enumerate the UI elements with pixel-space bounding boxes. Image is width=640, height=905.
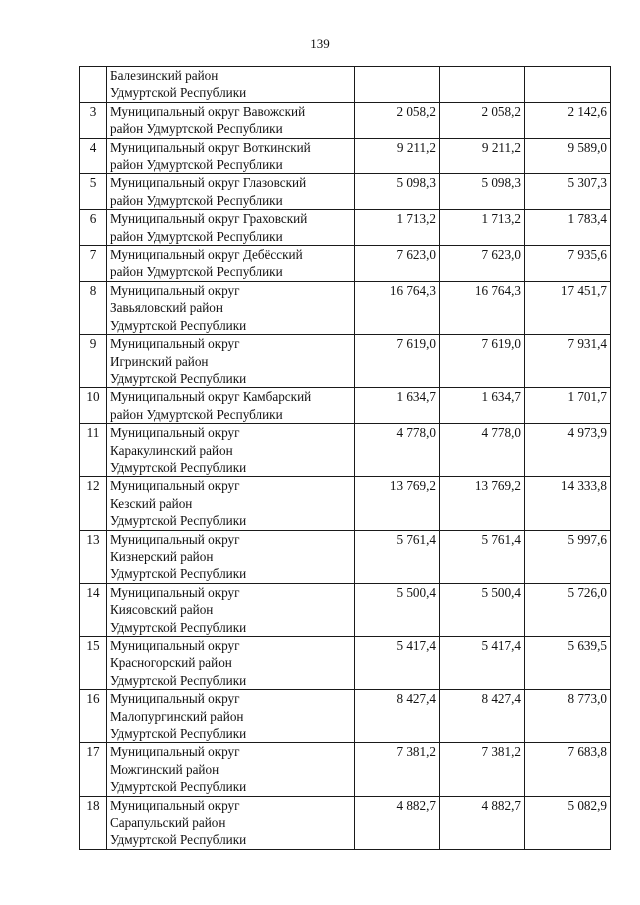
amount-cell-1: 5 417,4 [355,637,440,690]
amount-cell-2: 16 764,3 [440,281,525,334]
municipality-name-cell [107,335,355,388]
municipality-name-line: Удмуртской Республики [110,370,247,386]
amount-cell-3: 7 931,4 [525,335,611,388]
municipality-name-cell [107,637,355,690]
municipality-name-line: Игринский район [110,353,209,369]
row-number-cell: 15 [80,637,107,690]
amount-cell-2: 5 500,4 [440,583,525,636]
amount-cell-1: 16 764,3 [355,281,440,334]
municipality-name-line: Удмуртской Республики [110,85,247,101]
amount-cell-3: 5 639,5 [525,637,611,690]
municipality-name-cell [107,67,355,103]
municipality-name-line: Муниципальный округ [110,638,240,653]
amount-cell-2: 9 211,2 [440,138,525,174]
amount-cell-3: 1 783,4 [525,210,611,246]
municipality-name-line: район Удмуртской Республики [110,406,283,422]
municipality-name-line: Кезский район [110,495,193,511]
amount-cell-2: 4 882,7 [440,796,525,849]
amount-cell-1: 7 623,0 [355,246,440,282]
table-row [80,637,611,690]
municipality-name-line: Муниципальный округ [110,691,240,707]
table-row [80,67,611,103]
amount-cell-1: 4 882,7 [355,796,440,849]
row-number-cell: 17 [80,743,107,796]
municipality-name-line: район Удмуртской Республики [110,192,283,208]
row-number-cell: 7 [80,246,107,282]
municipality-name-line: район Удмуртской Республики [110,121,283,137]
municipality-name-cell [107,477,355,530]
amount-cell-2: 1 634,7 [440,388,525,424]
amount-cell-3: 5 997,6 [525,530,611,583]
amount-cell-2: 5 761,4 [440,530,525,583]
municipality-name-cell [107,743,355,796]
table-row [80,583,611,636]
municipality-name-line: Каракулинский район [110,442,233,458]
amount-cell-2: 5 098,3 [440,174,525,210]
municipality-name-cell [107,530,355,583]
table-row [80,743,611,796]
table-row [80,424,611,477]
table-row [80,102,611,138]
row-number-cell: 14 [80,583,107,636]
amount-cell-3 [525,67,611,103]
municipality-name-line: Можгинский район [110,761,220,777]
row-number-cell: 12 [80,477,107,530]
municipality-name-line: Муниципальный округ [110,584,240,600]
municipality-name-cell [107,424,355,477]
amount-cell-2: 5 417,4 [440,637,525,690]
municipality-name-cell [107,583,355,636]
municipality-name-cell [107,138,355,174]
amount-cell-1: 7 381,2 [355,743,440,796]
amount-cell-2: 7 623,0 [440,246,525,282]
municipality-name-line: Муниципальный округ [110,478,240,494]
page-number: 139 [310,36,330,51]
amount-cell-1: 9 211,2 [355,138,440,174]
municipality-name-line: Муниципальный округ [110,797,240,813]
amount-cell-3: 7 935,6 [525,246,611,282]
municipality-name-line: Удмуртской Республики [110,566,247,582]
municipality-name-line: Муниципальный округ [110,531,240,547]
municipality-name-line: Удмуртской Республики [110,672,247,688]
row-number-cell: 13 [80,530,107,583]
municipality-name-cell [107,690,355,743]
amount-cell-2: 7 381,2 [440,743,525,796]
municipality-name-cell [107,796,355,849]
amount-cell-1: 7 619,0 [355,335,440,388]
table-row [80,388,611,424]
municipality-name-cell [107,246,355,282]
municipality-name-cell [107,174,355,210]
amount-cell-1 [355,67,440,103]
amount-cell-1: 8 427,4 [355,690,440,743]
table-row [80,796,611,849]
municipality-name-line: Удмуртской Республики [110,619,247,635]
municipality-name-line: Кизнерский район [110,548,214,564]
municipality-name-line: район Удмуртской Республики [110,264,283,280]
municipality-name-line: Балезинский район [110,68,219,83]
municipality-name-cell [107,210,355,246]
municipality-name-line: Удмуртской Республики [110,459,247,475]
table-row [80,530,611,583]
amount-cell-3: 5 726,0 [525,583,611,636]
municipality-name-line: Муниципальный округ [110,425,240,441]
data-table [79,66,611,850]
amount-cell-3: 2 142,6 [525,102,611,138]
row-number-cell: 16 [80,690,107,743]
table-row [80,246,611,282]
municipality-name-line: Муниципальный округ Граховский [110,211,308,227]
municipality-name-line: Красногорский район [110,655,232,671]
amount-cell-1: 5 500,4 [355,583,440,636]
amount-cell-3: 8 773,0 [525,690,611,743]
amount-cell-1: 5 761,4 [355,530,440,583]
municipality-name-line: Муниципальный округ Вавожский [110,103,306,119]
row-number-cell: 18 [80,796,107,849]
amount-cell-3: 7 683,8 [525,743,611,796]
amount-cell-3: 1 701,7 [525,388,611,424]
amount-cell-3: 4 973,9 [525,424,611,477]
municipality-name-line: Удмуртской Республики [110,726,247,742]
table-row [80,174,611,210]
municipality-name-line: Муниципальный округ Глазовский [110,175,307,191]
row-number-cell: 6 [80,210,107,246]
municipality-name-line: Киясовский район [110,602,214,618]
amount-cell-3: 14 333,8 [525,477,611,530]
table-row [80,690,611,743]
municipality-name-line: Завьяловский район [110,300,223,316]
amount-cell-1: 5 098,3 [355,174,440,210]
municipality-name-line: Муниципальный округ [110,336,240,352]
municipality-name-cell [107,102,355,138]
municipality-name-line: Удмуртской Республики [110,832,247,848]
amount-cell-2: 4 778,0 [440,424,525,477]
row-number-cell: 9 [80,335,107,388]
amount-cell-3: 5 307,3 [525,174,611,210]
amount-cell-1: 2 058,2 [355,102,440,138]
municipality-name-line: Малопургинский район [110,708,244,724]
amount-cell-1: 1 713,2 [355,210,440,246]
row-number-cell: 5 [80,174,107,210]
row-number-cell: 10 [80,388,107,424]
amount-cell-2 [440,67,525,103]
municipality-name-line: Муниципальный округ Камбарский [110,389,312,405]
municipality-name-line: Муниципальный округ Дебёсский [110,247,303,263]
row-number-cell: 11 [80,424,107,477]
amount-cell-1: 13 769,2 [355,477,440,530]
amount-cell-2: 13 769,2 [440,477,525,530]
municipality-name-line: Муниципальный округ [110,282,240,298]
table-row [80,281,611,334]
municipality-name-line: Удмуртской Республики [110,513,247,529]
row-number-cell: 8 [80,281,107,334]
row-number-cell: 3 [80,102,107,138]
amount-cell-2: 2 058,2 [440,102,525,138]
municipality-name-line: район Удмуртской Республики [110,157,283,173]
table-row [80,210,611,246]
table-row [80,335,611,388]
amount-cell-1: 4 778,0 [355,424,440,477]
amount-cell-3: 9 589,0 [525,138,611,174]
table-row [80,477,611,530]
municipality-name-line: район Удмуртской Республики [110,228,283,244]
amount-cell-2: 8 427,4 [440,690,525,743]
table-row [80,138,611,174]
row-number-cell: 4 [80,138,107,174]
municipality-name-line: Удмуртской Республики [110,779,247,795]
municipality-name-line: Удмуртской Республики [110,317,247,333]
municipality-name-line: Муниципальный округ Воткинский [110,139,311,155]
amount-cell-3: 17 451,7 [525,281,611,334]
municipality-name-line: Муниципальный округ [110,744,240,760]
table-body [80,67,611,850]
row-number-cell [80,67,107,103]
municipality-name-line: Сарапульский район [110,815,226,831]
amount-cell-2: 1 713,2 [440,210,525,246]
municipality-name-cell [107,281,355,334]
amount-cell-3: 5 082,9 [525,796,611,849]
amount-cell-2: 7 619,0 [440,335,525,388]
amount-cell-1: 1 634,7 [355,388,440,424]
municipality-name-cell [107,388,355,424]
